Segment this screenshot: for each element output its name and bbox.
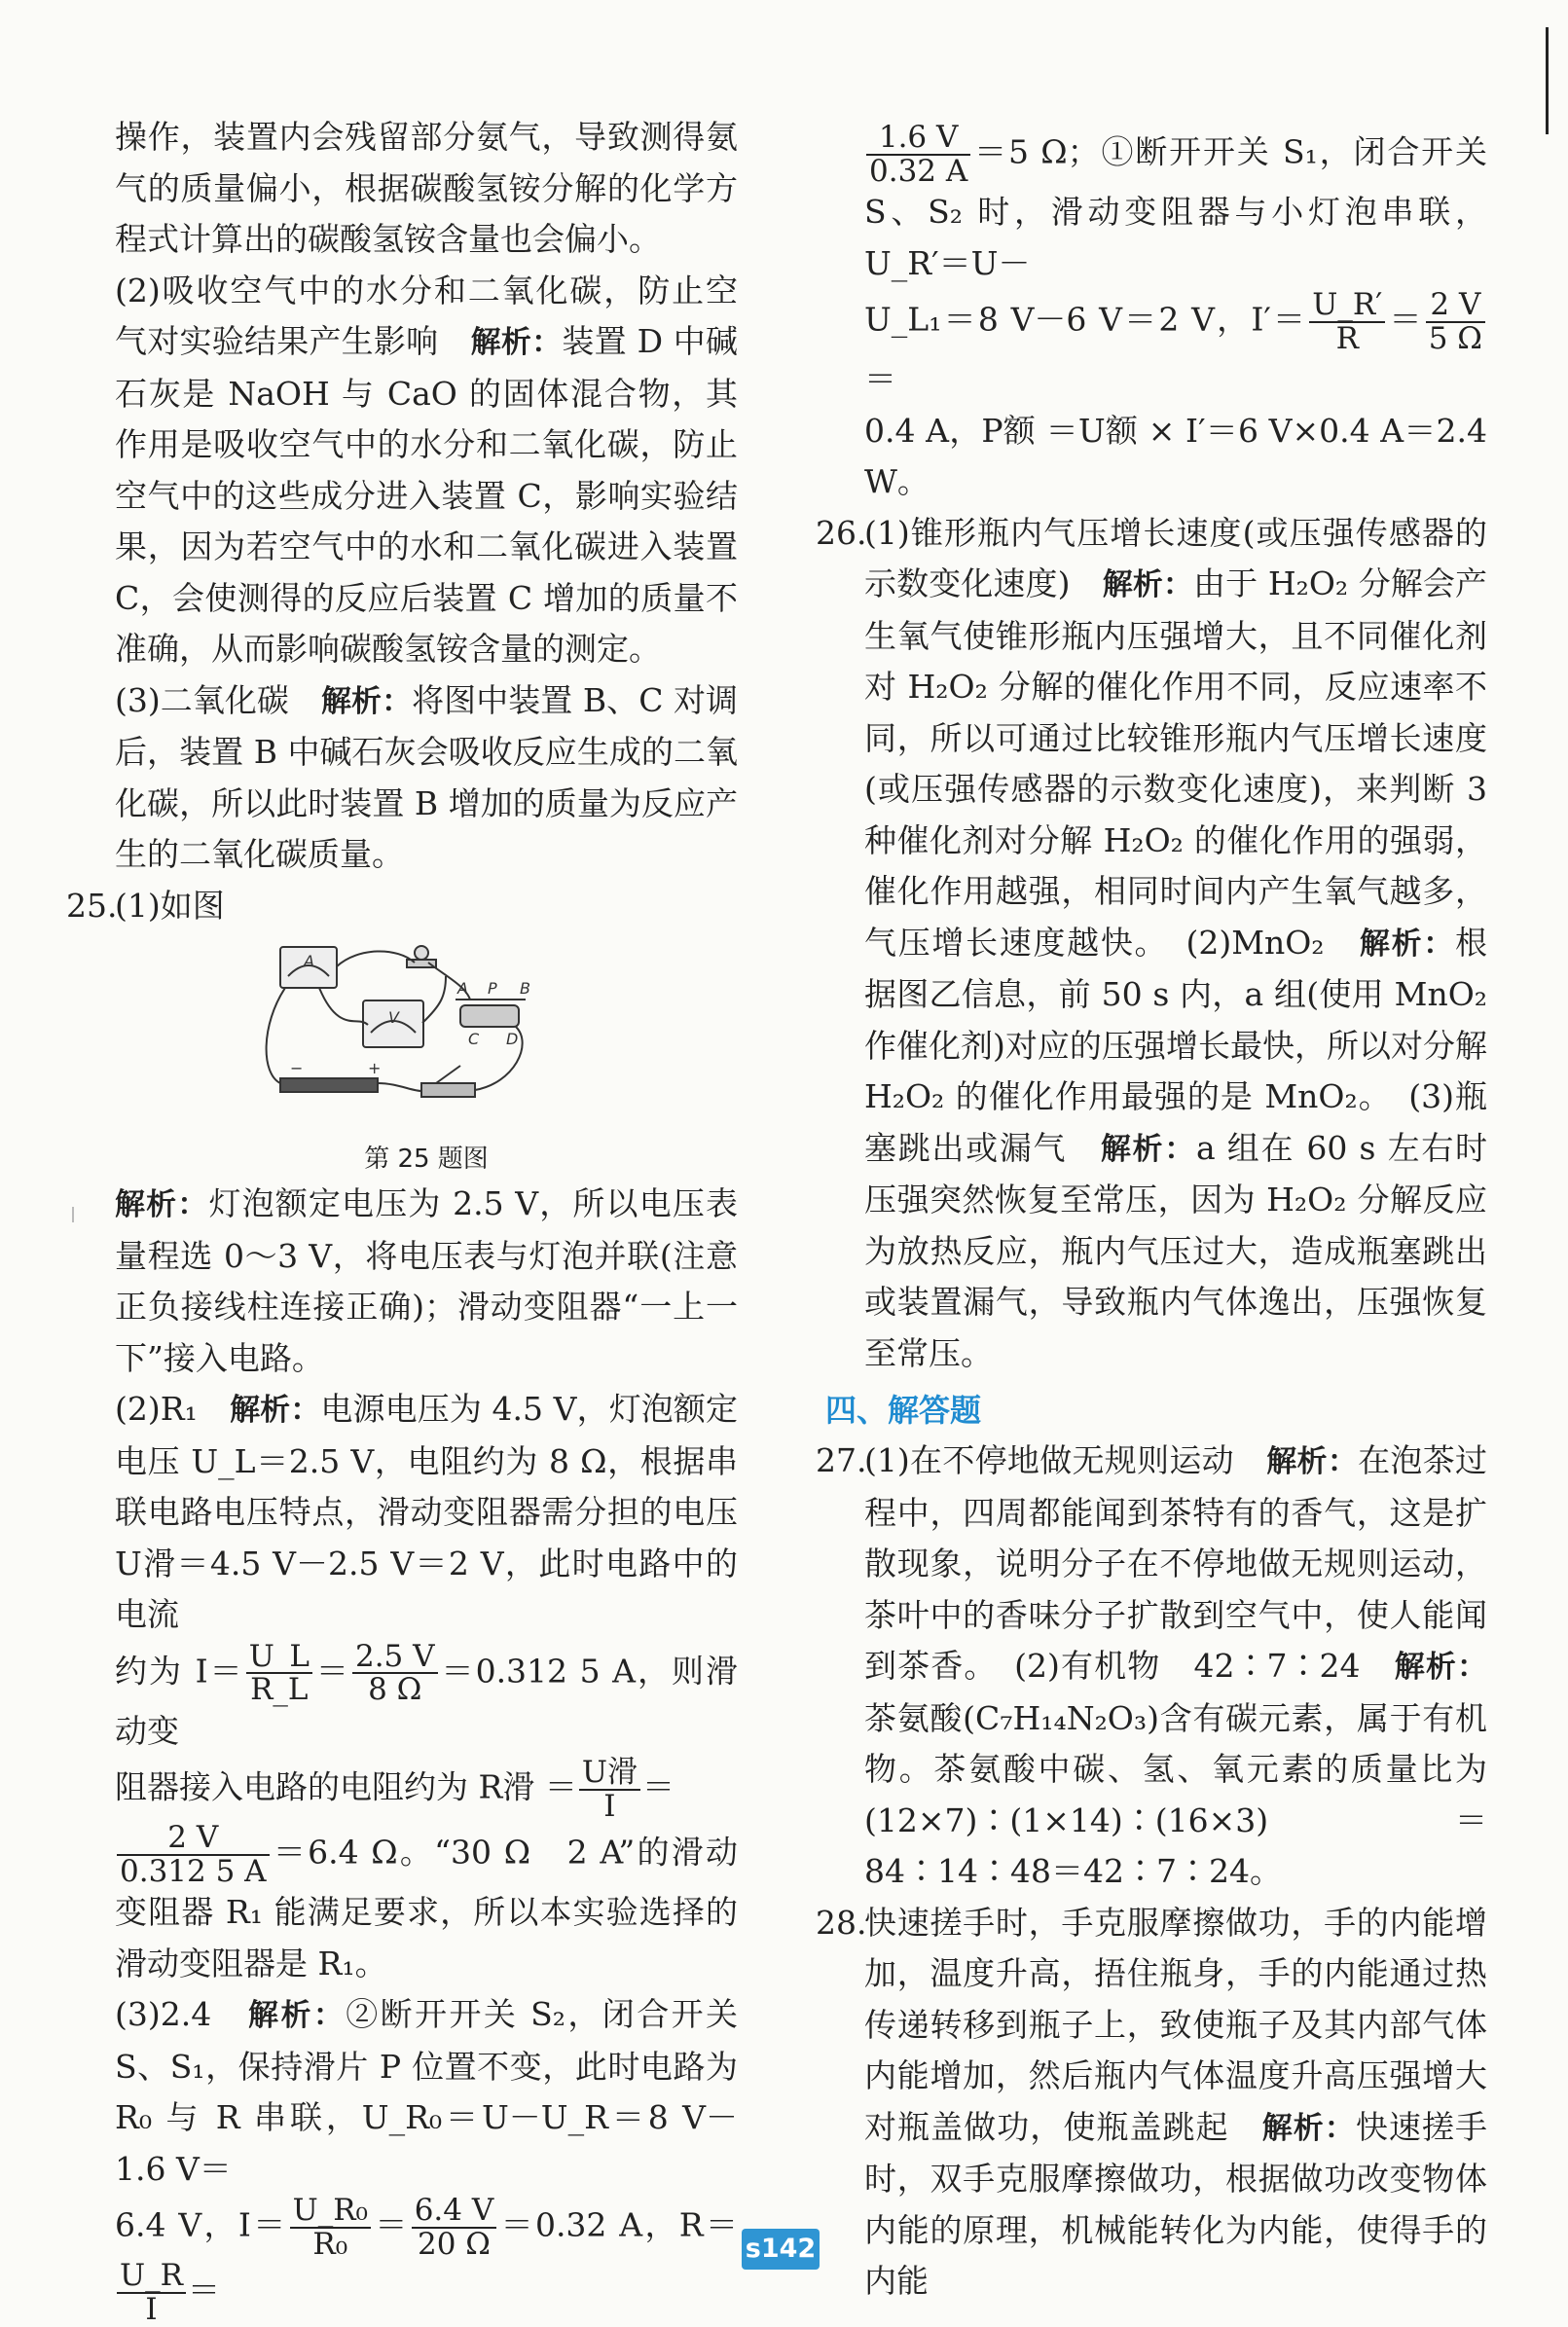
answer-24-part1-text: 操作，装置内会残留部分氨气，导致测得氨气的质量偏小，根据碳酸氢铵分解的化学方程式计算出的碳酸氢铵含量也会偏小。 bbox=[115, 118, 738, 258]
formula-text: U_L₁＝8 V－6 V＝2 V，I′＝ bbox=[864, 300, 1308, 339]
formula-text: ＝ bbox=[1387, 300, 1424, 339]
answer-text: (3)二氧化碳 bbox=[115, 680, 289, 719]
analysis-text: 根据图乙信息，前 50 s 内，a 组(使用 MnO₂ 作催化剂)对应的压强增长最快，所以对分解 H₂O₂ 的催化作用最强的是 MnO₂。 (3)瓶塞跳出或漏气 bbox=[864, 923, 1488, 1167]
formula-line-result bbox=[115, 1822, 738, 1989]
denominator: I bbox=[145, 2291, 158, 2327]
formula-text: ＝ bbox=[187, 2271, 220, 2309]
denominator: R bbox=[1335, 320, 1359, 356]
slider-p-label: P bbox=[488, 979, 497, 998]
analysis-text: 茶氨酸(C₇H₁₄N₂O₃)含有碳元素，属于有机物。茶氨酸中碳、氢、氧元素的质量比为(12×7)∶(1×14)∶(16×3)＝84∶14∶48＝42∶7∶24。 bbox=[864, 1698, 1487, 1891]
answer-24-part2 bbox=[115, 266, 738, 675]
fraction bbox=[412, 2195, 497, 2260]
analysis-text: 装置 D 中碱石灰是 NaOH 与 CaO 的固体混合物，其作用是吸收空气中的水分和二氧化碳，防止空气中的这些成分进入装置 C，影响实验结果，因为若空气中的水和二氧化碳进入装置 C，会使测得的反应后装置 C 增加的质量不准确，从而影响碳酸氢铵含量的测定。 bbox=[115, 322, 739, 668]
page-number-badge: s142 bbox=[742, 2229, 820, 2270]
numerator: 2.5 V bbox=[352, 1641, 438, 1675]
answer-25-part1-analysis bbox=[115, 1179, 738, 1384]
question-26 bbox=[816, 508, 1488, 1380]
right-column bbox=[816, 120, 1488, 2308]
fraction bbox=[866, 122, 970, 187]
analysis-label: 解析： bbox=[230, 1393, 321, 1428]
margin-mark bbox=[72, 1207, 74, 1222]
denominator: 0.32 A bbox=[869, 153, 968, 189]
question-27 bbox=[816, 1436, 1488, 1898]
numerator: 2 V bbox=[1426, 289, 1485, 323]
analysis-text: 快速搓手时，双手克服摩擦做功，根据做功改变物体内能的原理，机械能转化为内能，使得手的内能 bbox=[864, 2107, 1488, 2301]
answer-27 bbox=[864, 1436, 1487, 1898]
numerator: U_R₀ bbox=[290, 2195, 371, 2229]
terminal-d-label: D bbox=[506, 1030, 519, 1048]
fraction bbox=[117, 1822, 270, 1887]
formula-text: ＝0.32 A，R＝ bbox=[498, 2205, 738, 2244]
formula-text: 阻器接入电路的电阻约为 R滑 ＝ bbox=[115, 1767, 577, 1806]
numerator: U滑 bbox=[579, 1757, 640, 1791]
question-number: 28. bbox=[816, 1903, 867, 1942]
denominator: 0.312 5 A bbox=[120, 1853, 267, 1889]
answer-26 bbox=[864, 508, 1487, 1380]
analysis-label: 解析： bbox=[1266, 1444, 1359, 1480]
page-edge-mark bbox=[1546, 27, 1549, 134]
answer-25-part2 bbox=[115, 1384, 738, 1641]
formula-line-resistance bbox=[115, 1757, 738, 1822]
formula-text: 6.4 V，I＝ bbox=[115, 2205, 288, 2244]
analysis-label: 解析： bbox=[1100, 1131, 1196, 1167]
voltmeter-label: V bbox=[388, 1008, 399, 1027]
formula-line-r bbox=[115, 2195, 738, 2325]
denominator: R_L bbox=[250, 1672, 309, 1708]
answer-25-part3 bbox=[115, 1989, 738, 2195]
circuit-diagram bbox=[251, 937, 543, 1122]
question-number: 25. bbox=[66, 886, 118, 925]
formula-text: ＝ bbox=[864, 360, 896, 399]
analysis-text: 将图中装置 B、C 对调后，装置 B 中碱石灰会吸收反应生成的二氧化碳，所以此时装置 B 增加的质量为反应产生的二氧化碳质量。 bbox=[115, 680, 739, 873]
question-28 bbox=[816, 1898, 1488, 2308]
analysis-text: ②断开开关 S₂，闭合开关 S、S₁，保持滑片 P 位置不变，此时电路为 R₀ 与 R 串联，U_R₀＝U－U_R＝8 V－1.6 V＝ bbox=[115, 1995, 739, 2188]
answer-text: (3)2.4 bbox=[115, 1995, 212, 2034]
fraction bbox=[117, 2260, 186, 2325]
denominator: 20 Ω bbox=[417, 2226, 491, 2262]
left-column bbox=[66, 112, 739, 2327]
analysis-text: 由于 H₂O₂ 分解会产生氧气使锥形瓶内压强增大，且不同催化剂对 H₂O₂ 分解的催化作用不同，反应速率不同，所以可通过比较锥形瓶内气压增长速度(或压强传感器的示数变化速度)，来判断 3 种催化剂对分解 H₂O₂ 的催化作用的强弱，催化作用越强，相同时间内产生氧气越多，气压增长速度越快。 (2)MnO₂ bbox=[864, 564, 1488, 962]
answer-text: (2)吸收空气中的水分和二氧化碳，防止空气对实验结果产生影响 bbox=[115, 271, 738, 360]
answer-text: (1)锥形瓶内气压增长速度(或压强传感器的示数变化速度) bbox=[864, 513, 1487, 603]
fraction bbox=[352, 1638, 438, 1708]
formula-text: ＝ bbox=[641, 1767, 675, 1806]
numerator: 1.6 V bbox=[866, 122, 970, 156]
battery-minus-label: − bbox=[290, 1059, 304, 1077]
answer-text: (1)在不停地做无规则运动 bbox=[864, 1441, 1234, 1480]
fraction bbox=[290, 2195, 371, 2260]
formula-line-current bbox=[115, 1638, 739, 1758]
answer-28 bbox=[864, 1898, 1487, 2308]
formula-line-resistance-value bbox=[864, 122, 1487, 289]
formula-text: ＝ bbox=[313, 1652, 350, 1691]
analysis-label: 解析： bbox=[248, 1998, 346, 2034]
fraction bbox=[1309, 289, 1385, 354]
analysis-text: a 组在 60 s 左右时压强突然恢复至常压，因为 H₂O₂ 分解反应为放热反应，瓶内气压过大，造成瓶塞跳出或装置漏气，导致瓶内气体逸出，压强恢复至常压。 bbox=[864, 1128, 1488, 1372]
circuit-figure bbox=[115, 937, 738, 1137]
analysis-label: 解析： bbox=[1359, 926, 1456, 962]
analysis-text: 在泡茶过程中，四周都能闻到茶特有的香气，这是扩散现象，说明分子在不停地做无规则运动，茶叶中的香味分子扩散到空气中，使人能闻到茶香。 (2)有机物 42∶7∶24 bbox=[864, 1441, 1488, 1686]
analysis-text: 电源电压为 4.5 V，灯泡额定电压 U_L＝2.5 V，电阻约为 8 Ω，根据串联电路电压特点，滑动变阻器需分担的电压 U滑＝4.5 V－2.5 V＝2 V，此时电路中的电流 bbox=[115, 1390, 739, 1633]
formula-line-power: 0.4 A，P额 ＝U额 × I′＝6 V×0.4 A＝2.4 W。 bbox=[864, 411, 1487, 501]
fraction bbox=[246, 1638, 312, 1708]
numerator: U_L bbox=[246, 1641, 312, 1675]
denominator: 5 Ω bbox=[1428, 320, 1483, 356]
question-number: 27. bbox=[816, 1441, 867, 1480]
battery-plus-label: + bbox=[368, 1059, 382, 1077]
answer-25-part1-label: (1)如图 bbox=[115, 886, 225, 925]
terminal-a-label: A bbox=[457, 979, 468, 998]
analysis-label: 解析： bbox=[1394, 1650, 1488, 1686]
formula-text: ＝ bbox=[373, 2205, 410, 2244]
ammeter-label: A bbox=[304, 952, 314, 970]
numerator: U_R bbox=[117, 2260, 186, 2294]
answer-text: 快速搓手时，手克服摩擦做功，手的内能增加，温度升高，捂住瓶身，手的内能通过热传递转移到瓶子上，致使瓶子及其内部气体内能增加，然后瓶内气体温度升高压强增大对瓶盖做功，使瓶盖跳起 bbox=[864, 1903, 1487, 2146]
numerator: 6.4 V bbox=[412, 2195, 497, 2229]
analysis-label: 解析： bbox=[115, 1187, 209, 1222]
analysis-text: 灯泡额定电压为 2.5 V，所以电压表量程选 0～3 V，将电压表与灯泡并联(注意正负接线柱连接正确)；滑动变阻器“一上一下”接入电路。 bbox=[115, 1184, 738, 1377]
figure-caption: 第 25 题图 bbox=[364, 1145, 489, 1174]
numerator: U_R′ bbox=[1309, 289, 1385, 323]
formula-text: ＝5 Ω；①断开开关 S₁，闭合开关 S、S₂ 时，滑动变阻器与小灯泡串联，U_R′＝U－ bbox=[864, 132, 1487, 282]
fraction bbox=[579, 1757, 640, 1822]
answer-text: (2)R₁ bbox=[115, 1390, 198, 1428]
fraction bbox=[1426, 289, 1485, 354]
question-number: 26. bbox=[816, 513, 867, 552]
denominator: 8 Ω bbox=[368, 1672, 422, 1708]
formula-text: ＝6.4 Ω。“30 Ω 2 A”的滑动变阻器 R₁ 能满足要求，所以本实验选择的滑动变阻器是 R₁。 bbox=[115, 1833, 738, 1982]
analysis-label: 解析： bbox=[321, 683, 413, 719]
formula-text: 约为 I＝ bbox=[115, 1652, 244, 1691]
denominator: I bbox=[603, 1788, 616, 1824]
terminal-b-label: B bbox=[520, 979, 530, 998]
analysis-label: 解析： bbox=[1261, 2110, 1356, 2146]
terminal-c-label: C bbox=[468, 1030, 480, 1048]
formula-text: ＝0.312 5 A，则滑动变 bbox=[115, 1652, 739, 1750]
formula-line-current-prime bbox=[864, 289, 1487, 406]
section-heading: 四、解答题 bbox=[825, 1392, 982, 1430]
numerator: 2 V bbox=[117, 1822, 270, 1856]
denominator: R₀ bbox=[312, 2226, 348, 2262]
analysis-label: 解析： bbox=[1102, 567, 1194, 603]
question-25 bbox=[66, 881, 739, 2327]
analysis-label: 解析： bbox=[470, 325, 563, 360]
answer-24-part3 bbox=[115, 675, 738, 881]
